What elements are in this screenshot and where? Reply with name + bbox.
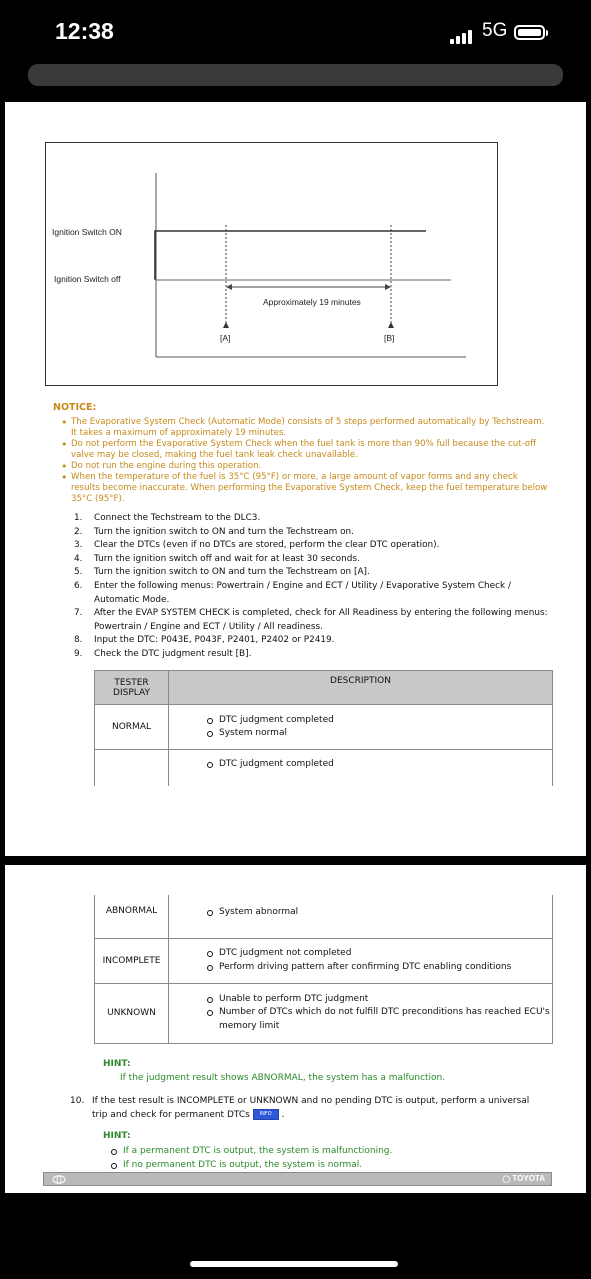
row-description xyxy=(169,705,553,750)
table-row xyxy=(95,938,553,983)
desc-item: Perform driving pattern after confirming DTC enabling conditions xyxy=(206,961,551,975)
result-table-part-2 xyxy=(94,895,553,1044)
desc-item: System abnormal xyxy=(206,906,551,920)
notice-item: • When the temperature of the fuel is 35°C (95°F) or more, a large amount of vapor forms and any check results become inaccurate. When performing the Evaporative System Check, keep the fuel temperature below 35°C (95°F). xyxy=(58,472,548,505)
ignition-signal-line xyxy=(155,231,426,279)
step-10-text: If the test result is INCOMPLETE or UNKNOWN and no pending DTC is output, perform a universal trip and check for permanent DTCs xyxy=(92,1096,530,1120)
row-display: INCOMPLETE xyxy=(95,938,169,983)
notice-item: • The Evaporative System Check (Automatic Mode) consists of 5 steps performed automatically by Techstream. It takes a maximum of approximately 19 minutes. xyxy=(58,417,548,439)
table-row xyxy=(95,705,553,750)
marker-a-arrow xyxy=(223,322,229,328)
step-item: 6. Enter the following menus: Powertrain / Engine and ECT / Utility / Evaporative System Check / Automatic Mode. xyxy=(74,580,511,605)
result-table-part-1 xyxy=(94,670,553,786)
toyota-logo-icon[interactable] xyxy=(52,1175,66,1184)
step-item: 3. Clear the DTCs (even if no DTCs are stored, perform the clear DTC operation). xyxy=(74,540,440,551)
step-item: 8. Input the DTC: P043E, P043F, P2401, P2402 or P2419. xyxy=(74,635,335,646)
brand-label[interactable]: ◯ TOYOTA xyxy=(502,1174,545,1183)
label-marker-b: [B] xyxy=(384,333,395,343)
status-time: 12:38 xyxy=(55,18,114,44)
step-item: 9. Check the DTC judgment result [B]. xyxy=(74,648,252,659)
table-row xyxy=(95,895,553,938)
signal-icon xyxy=(450,26,474,44)
hint-item: If a permanent DTC is output, the system is malfunctioning. xyxy=(110,1145,550,1159)
row-display: UNKNOWN xyxy=(95,983,169,1043)
footer-toolbar xyxy=(43,1172,552,1186)
sheet-grabber xyxy=(28,64,563,86)
step-item: 7. After the EVAP SYSTEM CHECK is completed, check for All Readiness by entering the following menus: Powertrain / Engine and ECT / Utility / All readiness. xyxy=(74,608,548,632)
hint-list-2 xyxy=(110,1145,550,1172)
info-button[interactable]: INFO xyxy=(253,1109,279,1120)
row-display xyxy=(95,750,169,786)
hint-item: If no permanent DTC is output, the system is normal. xyxy=(110,1159,550,1173)
timing-diagram xyxy=(45,142,498,386)
battery-icon xyxy=(514,25,545,40)
notice-item: • Do not perform the Evaporative System Check when the fuel tank is more than 90% full because the cut-off valve may be closed, making the fuel tank leak check unavailable. xyxy=(58,439,548,461)
step-10 xyxy=(70,1094,546,1122)
desc-item: DTC judgment completed xyxy=(206,714,551,728)
desc-item: Number of DTCs which do not fulfill DTC preconditions has reached ECU's memory limit xyxy=(206,1006,551,1033)
step-item: 2. Turn the ignition switch to ON and turn the Techstream on. xyxy=(74,526,354,537)
desc-item: DTC judgment completed xyxy=(206,758,551,772)
label-ignition-on: Ignition Switch ON xyxy=(52,227,122,237)
procedure-steps xyxy=(74,512,554,662)
notice-title: NOTICE: xyxy=(53,402,97,413)
step-item: 4. Turn the ignition switch off and wait for at least 30 seconds. xyxy=(74,553,360,564)
row-display: NORMAL xyxy=(95,705,169,750)
row-description xyxy=(169,895,553,938)
label-duration: Approximately 19 minutes xyxy=(263,297,361,307)
label-ignition-off: Ignition Switch off xyxy=(54,274,121,284)
desc-item: System normal xyxy=(206,727,551,741)
arrow-right-head xyxy=(385,284,391,290)
desc-item: Unable to perform DTC judgment xyxy=(206,993,551,1007)
table-row xyxy=(95,983,553,1043)
header-tester-display: TESTER DISPLAY xyxy=(95,671,169,705)
hint-title-2: HINT: xyxy=(103,1131,131,1141)
network-label: 5G xyxy=(482,20,508,41)
hint-title: HINT: xyxy=(103,1059,131,1069)
header-description: DESCRIPTION xyxy=(169,671,553,705)
row-description xyxy=(169,750,553,786)
timing-diagram-svg xyxy=(46,143,499,387)
arrow-left-head xyxy=(226,284,232,290)
label-marker-a: [A] xyxy=(220,333,231,343)
marker-b-arrow xyxy=(388,322,394,328)
row-description xyxy=(169,983,553,1043)
notice-item: • Do not run the engine during this operation. xyxy=(58,461,548,472)
step-item: 1. Connect the Techstream to the DLC3. xyxy=(74,513,261,523)
table-row xyxy=(95,750,553,786)
desc-item: DTC judgment not completed xyxy=(206,947,551,961)
notice-list xyxy=(58,417,548,505)
step-10-num: 10. xyxy=(70,1096,85,1106)
hint-text: If the judgment result shows ABNORMAL, the system has a malfunction. xyxy=(120,1073,446,1083)
step-item: 5. Turn the ignition switch to ON and turn the Techstream on [A]. xyxy=(74,567,370,578)
row-display: ABNORMAL xyxy=(95,895,169,938)
home-indicator[interactable] xyxy=(190,1261,398,1267)
step-10-suffix: . xyxy=(281,1110,285,1120)
row-description xyxy=(169,938,553,983)
